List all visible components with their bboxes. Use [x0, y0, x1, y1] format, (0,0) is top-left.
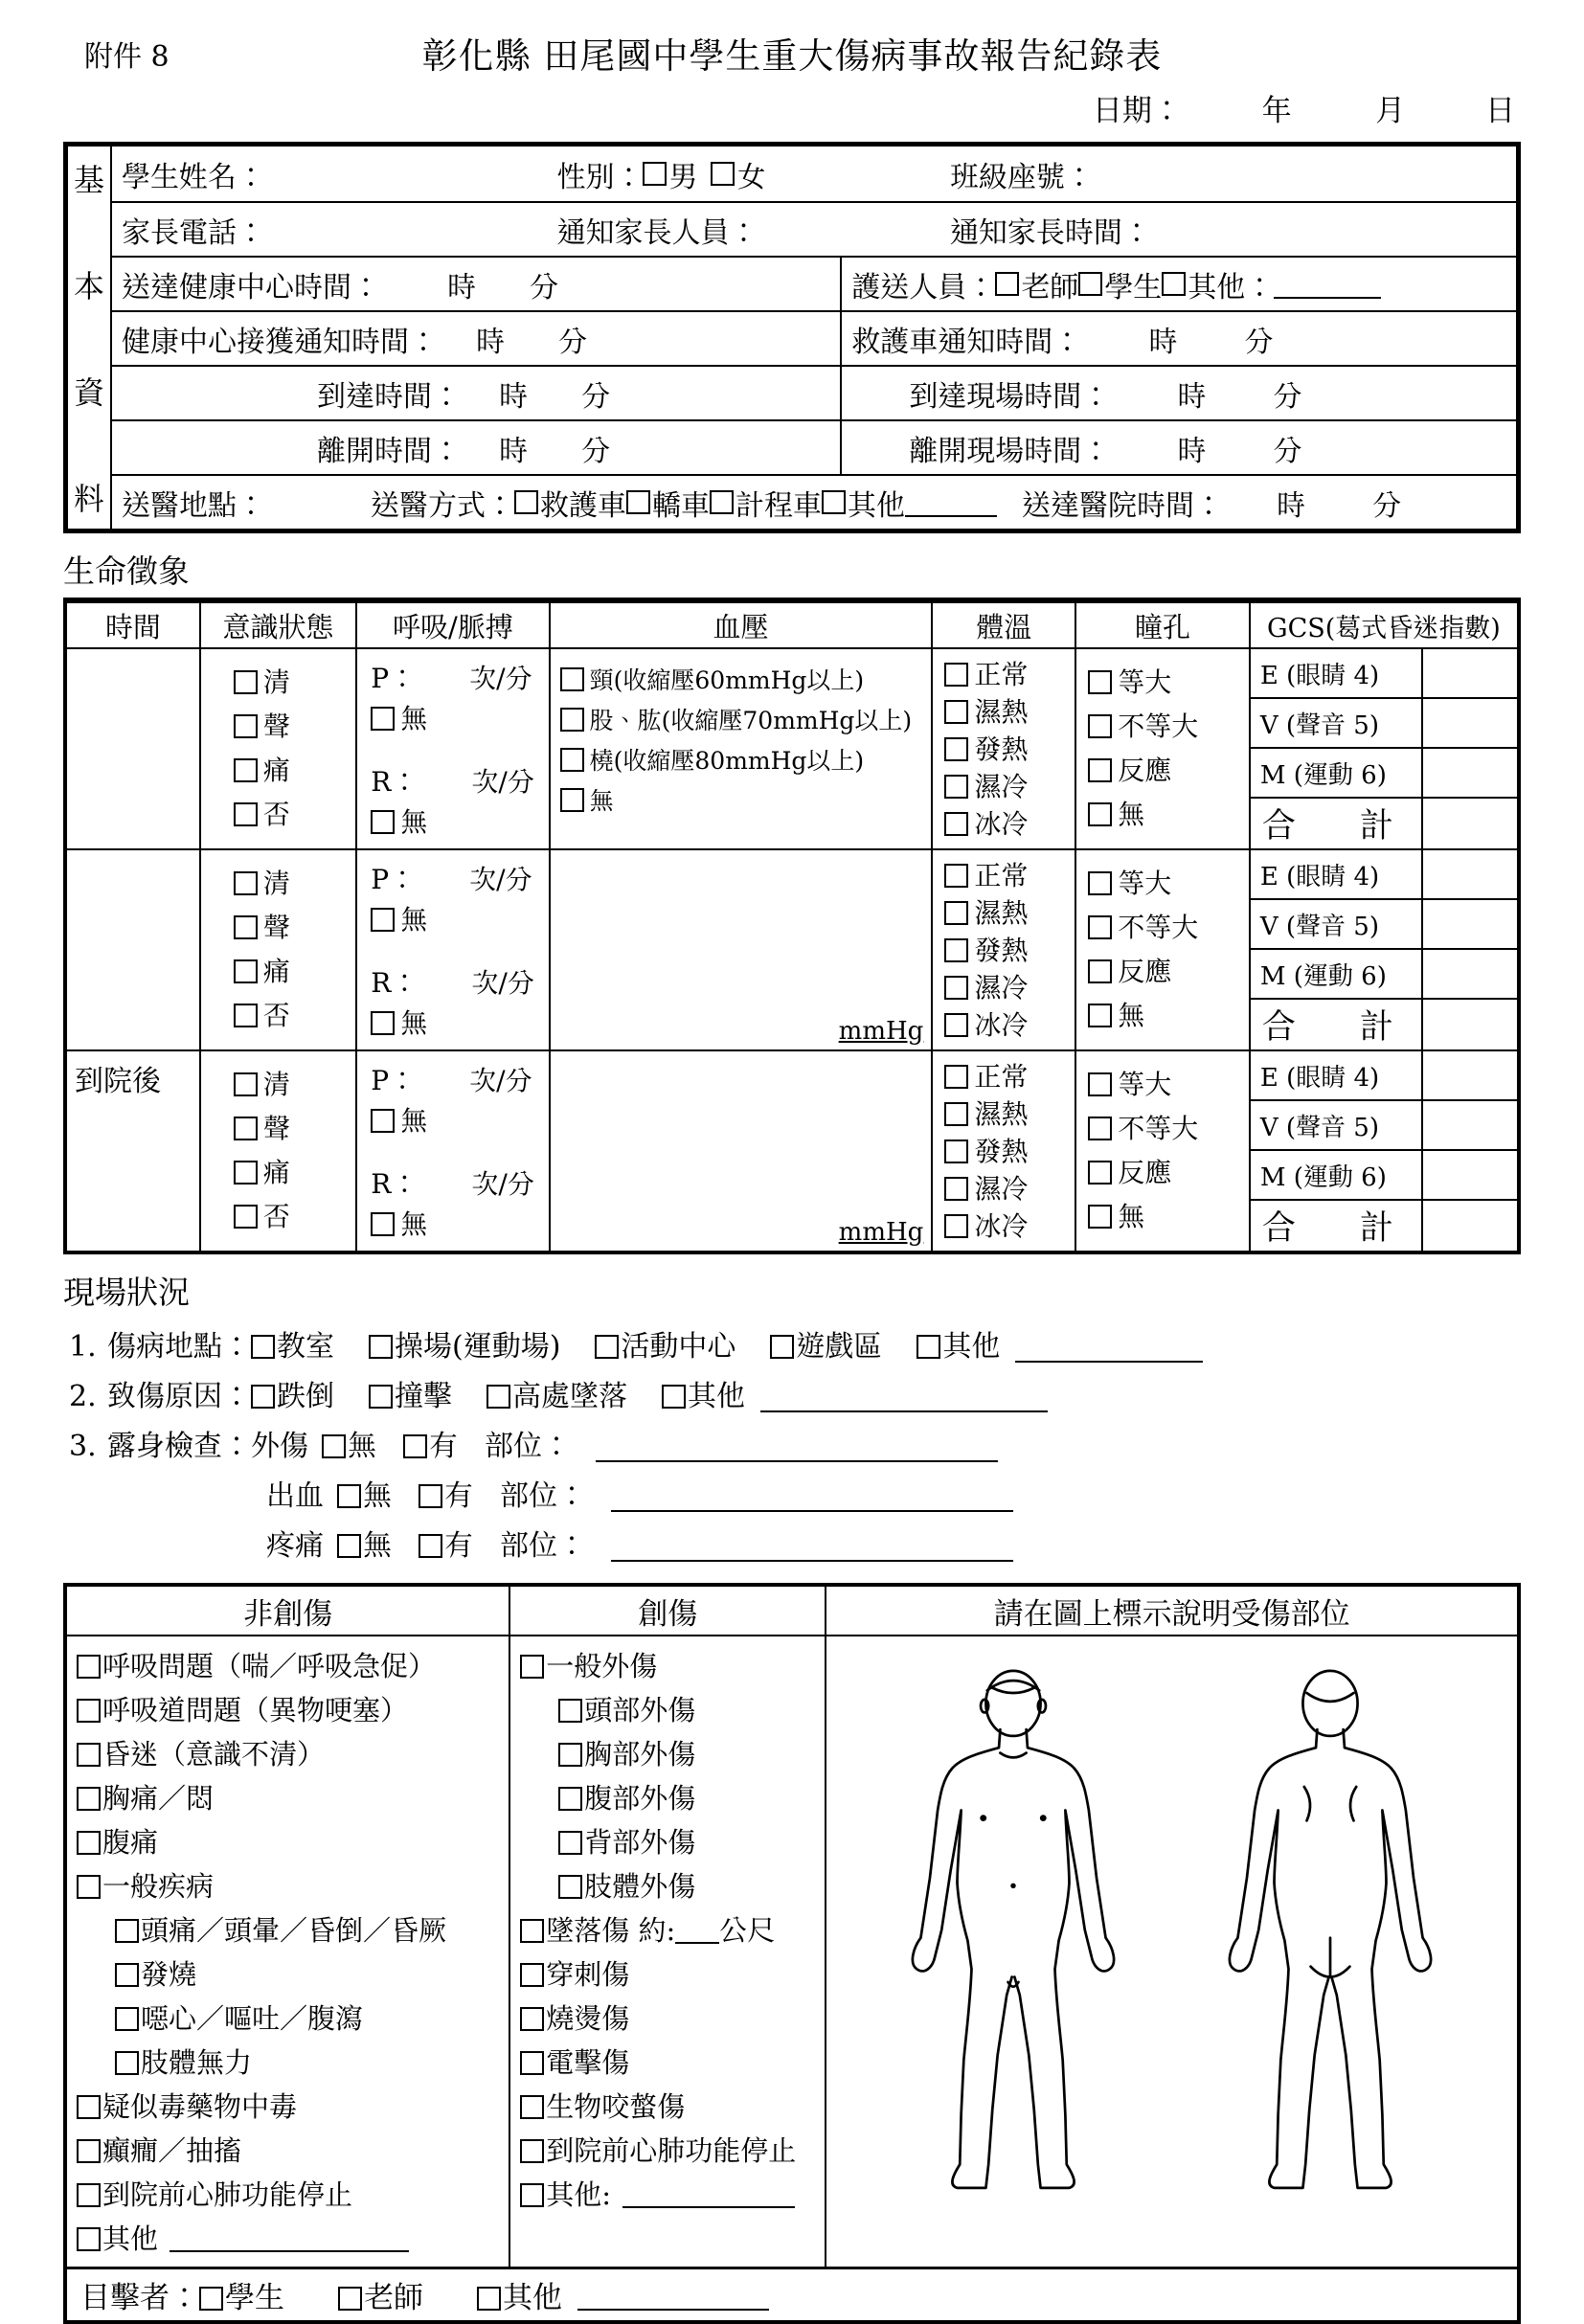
gcs-eye-label: E (眼睛 4) — [1251, 850, 1421, 900]
ambulance-notified-field[interactable]: 救護車通知時間： 時 分 — [851, 325, 1274, 359]
vitals-row-3 — [67, 1049, 1517, 1251]
gcs-eye-value[interactable] — [1423, 649, 1517, 699]
nt-coma-checkbox[interactable] — [77, 1743, 101, 1767]
vitals-header-row — [67, 603, 1517, 647]
basic-info-table — [63, 142, 1521, 533]
gcs-verbal-label: V (聲音 5) — [1251, 699, 1421, 749]
cause-other-checkbox[interactable] — [662, 1385, 686, 1409]
consc-none-checkbox[interactable] — [234, 1205, 258, 1229]
loc-activity-center-checkbox[interactable] — [595, 1335, 619, 1359]
bp-cell[interactable] — [549, 1049, 932, 1251]
scene-cause-line: 2. 致傷原因： 跌倒 撞擊 高處墜落 其他 — [63, 1372, 1521, 1422]
gender-female-checkbox[interactable] — [711, 162, 735, 186]
diagram-header: 請在圖上標示說明受傷部位 — [826, 1587, 1517, 1636]
consc-clear-checkbox[interactable] — [234, 1072, 258, 1096]
consc-pain-checkbox[interactable] — [234, 959, 258, 983]
scene-exam-line-pain: 疼痛 無 有 部位： — [63, 1522, 1521, 1571]
resp-none-checkbox[interactable] — [371, 810, 395, 834]
cause-other-blank[interactable] — [760, 1382, 1048, 1412]
nt-fever-checkbox[interactable] — [115, 1963, 139, 1987]
nt-seizure-checkbox[interactable] — [77, 2139, 101, 2163]
pupil-cell: 等大 不等大 反應 無 — [1075, 848, 1249, 1049]
pupil-none-checkbox[interactable] — [1088, 802, 1112, 826]
pain-no-checkbox[interactable] — [337, 1534, 361, 1558]
escort-student-checkbox[interactable] — [1078, 272, 1102, 296]
scene-section — [63, 1322, 1521, 1571]
non-trauma-header: 非創傷 — [67, 1587, 509, 1636]
row-transport — [112, 474, 1516, 529]
side-char: 基 — [73, 162, 104, 198]
nt-other-blank[interactable] — [170, 2223, 409, 2252]
cause-fall-height-checkbox[interactable] — [487, 1385, 510, 1409]
pulse-none-checkbox[interactable] — [371, 1109, 395, 1133]
pupil-unequal-checkbox[interactable] — [1088, 714, 1112, 738]
pupil-react-checkbox[interactable] — [1088, 758, 1112, 782]
col-time: 時間 — [104, 610, 161, 643]
escort-teacher-checkbox[interactable] — [995, 272, 1019, 296]
t-general-checkbox[interactable] — [520, 1655, 544, 1679]
method-car-checkbox[interactable] — [626, 490, 650, 514]
t-fall-checkbox[interactable] — [520, 1919, 544, 1943]
row-health-center-arrival — [112, 256, 1516, 310]
wound-no-checkbox[interactable] — [322, 1434, 346, 1458]
consc-voice-checkbox[interactable] — [234, 714, 258, 738]
body-diagram[interactable] — [826, 1636, 1517, 2267]
bleeding-yes-checkbox[interactable] — [419, 1484, 442, 1508]
consc-clear-checkbox[interactable] — [234, 871, 258, 895]
consc-pain-checkbox[interactable] — [234, 758, 258, 782]
bp-none-checkbox[interactable] — [560, 788, 584, 812]
gcs-eye-label: E (眼睛 4) — [1251, 1051, 1421, 1101]
gcs-verbal-value[interactable] — [1423, 699, 1517, 749]
temp-moist-hot-checkbox[interactable] — [944, 1102, 968, 1126]
non-trauma-column: 非創傷 呼吸問題（喘／呼吸急促） 呼吸道問題（異物哽塞） 昏迷（意識不清） 胸痛／悶 腹痛 一般疾病 頭痛／頭暈／昏倒／昏厥 發燒 噁心／嘔吐／腹瀉 肢體無力 疑似毒藥物中毒 癲癇／抽搐 到院前心肺功能停止 其他 — [67, 1587, 510, 2267]
resp-none-checkbox[interactable] — [371, 1212, 395, 1236]
t-chest-checkbox[interactable] — [558, 1743, 582, 1767]
temp-normal-checkbox[interactable] — [944, 1065, 968, 1089]
scene-arrival-field[interactable]: 到達現場時間： 時 分 — [909, 379, 1302, 414]
nt-chest-pain-checkbox[interactable] — [77, 1787, 101, 1811]
col-gcs: GCS(葛式昏迷指數) — [1249, 603, 1517, 647]
scene-section-title: 現場狀況 — [63, 1274, 190, 1311]
temp-moist-hot-checkbox[interactable] — [944, 901, 968, 925]
pain-yes-checkbox[interactable] — [419, 1534, 442, 1558]
gcs-total-value[interactable] — [1423, 1000, 1517, 1049]
t-cardiac-arrest-checkbox[interactable] — [520, 2139, 544, 2163]
escort-other-blank[interactable] — [1274, 269, 1381, 300]
temp-fever-checkbox[interactable] — [944, 1139, 968, 1163]
bp-cell[interactable] — [549, 848, 932, 1049]
gcs-verbal-value[interactable] — [1423, 900, 1517, 950]
consciousness-cell: 清 聲 痛 否 — [199, 848, 356, 1049]
temp-icy-checkbox[interactable] — [944, 812, 968, 836]
col-temp: 體溫 — [931, 603, 1075, 647]
consc-none-checkbox[interactable] — [234, 802, 258, 826]
consciousness-cell: 清 聲 痛 否 — [199, 647, 356, 848]
nt-weakness-checkbox[interactable] — [115, 2051, 139, 2075]
gcs-motor-value[interactable] — [1423, 950, 1517, 1000]
col-consciousness: 意識狀態 — [199, 603, 356, 647]
bp-cell: 頸(收縮壓60mmHg以上) 股、肱(收縮壓70mmHg以上) 橈(收縮壓80mmHg以上) 無 — [549, 647, 932, 848]
escort-field: 護送人員： 老師 學生 其他： — [842, 258, 1516, 310]
nt-nausea-checkbox[interactable] — [115, 2007, 139, 2031]
temp-moist-cold-checkbox[interactable] — [944, 775, 968, 799]
temp-cell: 正常 濕熱 發熱 濕冷 冰冷 — [931, 848, 1075, 1049]
injury-table — [63, 1583, 1521, 2324]
vitals-section-title: 生命徵象 — [63, 553, 190, 590]
row-student — [112, 147, 1516, 201]
trauma-column: 創傷 一般外傷 頭部外傷 胸部外傷 腹部外傷 背部外傷 肢體外傷 墜落傷 約: 公尺 穿刺傷 燒燙傷 電擊傷 生物咬螫傷 到院前心肺功能停止 其他: — [510, 1587, 826, 2267]
gcs-total-label: 合 計 — [1261, 1008, 1409, 1047]
gcs-value-cell — [1421, 1049, 1517, 1251]
method-other-checkbox[interactable] — [822, 490, 846, 514]
gcs-motor-label: M (運動 6) — [1251, 1151, 1421, 1201]
t-back-checkbox[interactable] — [558, 1831, 582, 1855]
gcs-label-cell — [1249, 1049, 1421, 1251]
pupil-none-checkbox[interactable] — [1088, 1004, 1112, 1027]
pupil-react-checkbox[interactable] — [1088, 1161, 1112, 1185]
vitals-table — [63, 598, 1521, 1254]
notify-time-field[interactable]: 通知家長時間： — [949, 215, 1151, 250]
loc-play-area-checkbox[interactable] — [770, 1335, 794, 1359]
health-center-arrival-field[interactable]: 送達健康中心時間： 時 分 — [112, 258, 842, 310]
side-char: 本 — [73, 268, 104, 305]
t-other-checkbox[interactable] — [520, 2183, 544, 2207]
attachment-label: 附件 8 — [84, 40, 170, 74]
t-abdomen-checkbox[interactable] — [558, 1787, 582, 1811]
student-name-field[interactable]: 學生姓名： — [122, 160, 265, 194]
row-arrival-times — [112, 365, 1516, 419]
cause-fall-checkbox[interactable] — [251, 1385, 275, 1409]
bp-unit-label: mmHg — [838, 1017, 924, 1046]
body-diagram-column — [826, 1587, 1517, 2267]
witness-student-checkbox[interactable] — [199, 2287, 223, 2311]
notifier-field[interactable]: 通知家長人員： — [556, 215, 758, 250]
bp-radial-checkbox[interactable] — [560, 748, 584, 772]
gcs-label-cell — [1249, 848, 1421, 1049]
gcs-label-cell — [1249, 647, 1421, 848]
row-notify-times — [112, 310, 1516, 365]
scene-location-line: 1. 傷病地點： 教室 操場(運動場) 活動中心 遊戲區 其他 — [63, 1322, 1521, 1372]
gcs-total-value[interactable] — [1423, 799, 1517, 848]
transport-field: 送醫地點： 送醫方式： 救護車 轎車 計程車 其他 送達醫院時間： 時 分 — [122, 488, 1401, 523]
bp-femoral-checkbox[interactable] — [560, 708, 584, 732]
date-year-label: 年 — [1261, 94, 1292, 128]
basic-info-side-label — [68, 147, 112, 529]
pupil-react-checkbox[interactable] — [1088, 959, 1112, 983]
consc-pain-checkbox[interactable] — [234, 1161, 258, 1185]
t-burn-checkbox[interactable] — [520, 2007, 544, 2031]
pupil-cell: 等大 不等大 反應 無 — [1075, 1049, 1249, 1251]
bleeding-no-checkbox[interactable] — [337, 1484, 361, 1508]
body-back-figure[interactable] — [1200, 1661, 1460, 2209]
pupil-unequal-checkbox[interactable] — [1088, 915, 1112, 939]
temp-cell: 正常 濕熱 發熱 濕冷 冰冷 — [931, 647, 1075, 848]
temp-icy-checkbox[interactable] — [944, 1013, 968, 1037]
row-parent — [112, 201, 1516, 256]
pulse-none-checkbox[interactable] — [371, 707, 395, 731]
cause-impact-checkbox[interactable] — [369, 1385, 393, 1409]
pupil-equal-checkbox[interactable] — [1088, 871, 1112, 895]
pulse-resp-cell: P： 次/分 無 R： 次/分 無 — [355, 1049, 548, 1251]
gcs-total-value[interactable] — [1423, 1201, 1517, 1251]
loc-classroom-checkbox[interactable] — [251, 1335, 275, 1359]
time-cell-after-hospital[interactable] — [67, 1049, 199, 1251]
temp-fever-checkbox[interactable] — [944, 938, 968, 962]
form-title: 彰化縣 田尾國中學生重大傷病事故報告紀錄表 — [421, 35, 1163, 77]
gcs-verbal-value[interactable] — [1423, 1101, 1517, 1151]
pupil-none-checkbox[interactable] — [1088, 1205, 1112, 1229]
consc-voice-checkbox[interactable] — [234, 915, 258, 939]
t-bite-checkbox[interactable] — [520, 2095, 544, 2119]
date-month-label: 月 — [1375, 94, 1406, 128]
gcs-motor-label: M (運動 6) — [1251, 950, 1421, 1000]
bp-neck-checkbox[interactable] — [560, 667, 584, 691]
witness-row: 目擊者： 學生 老師 其他 — [67, 2267, 1517, 2320]
temp-normal-checkbox[interactable] — [944, 864, 968, 888]
temp-icy-checkbox[interactable] — [944, 1214, 968, 1238]
parent-phone-field[interactable]: 家長電話： — [122, 215, 265, 250]
nt-abdominal-pain-checkbox[interactable] — [77, 1831, 101, 1855]
col-resp: 呼吸/脈搏 — [355, 603, 548, 647]
consciousness-cell: 清 聲 痛 否 — [199, 1049, 356, 1251]
gcs-eye-label: E (眼睛 4) — [1251, 649, 1421, 699]
col-bp: 血壓 — [549, 603, 932, 647]
consc-none-checkbox[interactable] — [234, 1004, 258, 1027]
gcs-eye-value[interactable] — [1423, 850, 1517, 900]
class-seat-field[interactable]: 班級座號： — [949, 160, 1094, 194]
time-cell[interactable] — [67, 647, 199, 848]
t-fall-height-blank[interactable] — [675, 1915, 719, 1944]
gcs-verbal-label: V (聲音 5) — [1251, 1101, 1421, 1151]
gender-male-checkbox[interactable] — [643, 162, 667, 186]
page-header — [0, 0, 1584, 142]
gcs-total-label: 合 計 — [1261, 807, 1409, 846]
after-hospital-label: 到院後 — [75, 1065, 161, 1098]
wound-yes-checkbox[interactable] — [403, 1434, 427, 1458]
gcs-eye-value[interactable] — [1423, 1051, 1517, 1101]
side-char: 料 — [73, 481, 104, 517]
temp-moist-hot-checkbox[interactable] — [944, 700, 968, 724]
pupil-unequal-checkbox[interactable] — [1088, 1117, 1112, 1140]
wound-part-blank[interactable] — [596, 1432, 998, 1462]
escort-other-checkbox[interactable] — [1162, 272, 1186, 296]
nt-general-illness-checkbox[interactable] — [77, 1875, 101, 1899]
t-head-checkbox[interactable] — [558, 1699, 582, 1723]
nt-headache-checkbox[interactable] — [115, 1919, 139, 1943]
witness-other-blank[interactable] — [577, 2279, 769, 2311]
gcs-motor-value[interactable] — [1423, 749, 1517, 799]
pulse-none-checkbox[interactable] — [371, 908, 395, 932]
health-center-notified-field[interactable]: 健康中心接獲通知時間： 時 分 — [112, 312, 842, 365]
vitals-row-2 — [67, 848, 1517, 1049]
consc-clear-checkbox[interactable] — [234, 670, 258, 694]
scene-exam-line-bleeding: 出血 無 有 部位： — [63, 1472, 1521, 1522]
witness-other-checkbox[interactable] — [477, 2287, 501, 2311]
temp-moist-cold-checkbox[interactable] — [944, 1177, 968, 1201]
gcs-motor-label: M (運動 6) — [1251, 749, 1421, 799]
method-other-blank[interactable] — [905, 487, 997, 518]
method-taxi-checkbox[interactable] — [710, 490, 734, 514]
nt-breathing-checkbox[interactable] — [77, 1655, 101, 1679]
nt-poisoning-checkbox[interactable] — [77, 2095, 101, 2119]
side-char: 資 — [73, 374, 104, 411]
temp-moist-cold-checkbox[interactable] — [944, 976, 968, 1000]
nt-airway-checkbox[interactable] — [77, 1699, 101, 1723]
arrival-time-field[interactable]: 到達時間： 時 分 — [112, 367, 842, 419]
pulse-resp-cell: P： 次/分 無 R： 次/分 無 — [355, 848, 548, 1049]
body-front-figure[interactable] — [883, 1661, 1143, 2209]
pupil-equal-checkbox[interactable] — [1088, 670, 1112, 694]
gcs-verbal-label: V (聲音 5) — [1251, 900, 1421, 950]
temp-cell: 正常 濕熱 發熱 濕冷 冰冷 — [931, 1049, 1075, 1251]
vitals-row-1 — [67, 647, 1517, 848]
temp-normal-checkbox[interactable] — [944, 663, 968, 687]
t-electric-checkbox[interactable] — [520, 2051, 544, 2075]
scene-leave-field[interactable]: 離開現場時間： 時 分 — [909, 434, 1302, 468]
pain-part-blank[interactable] — [611, 1531, 1013, 1562]
leave-time-field[interactable]: 離開時間： 時 分 — [112, 421, 842, 474]
temp-fever-checkbox[interactable] — [944, 737, 968, 761]
gcs-value-cell — [1421, 647, 1517, 848]
date-line — [1093, 86, 1515, 129]
gcs-value-cell — [1421, 848, 1517, 1049]
method-ambulance-checkbox[interactable] — [514, 490, 538, 514]
t-limb-checkbox[interactable] — [558, 1875, 582, 1899]
witness-teacher-checkbox[interactable] — [338, 2287, 362, 2311]
consc-voice-checkbox[interactable] — [234, 1117, 258, 1140]
gender-field: 性別： 男 女 — [556, 160, 766, 194]
date-label: 日期： — [1092, 94, 1182, 128]
pupil-equal-checkbox[interactable] — [1088, 1072, 1112, 1096]
loc-playground-checkbox[interactable] — [369, 1335, 393, 1359]
pupil-cell: 等大 不等大 反應 無 — [1075, 647, 1249, 848]
loc-other-blank[interactable] — [1015, 1332, 1203, 1363]
pulse-resp-cell: P： 次/分 無 R： 次/分 無 — [355, 647, 548, 848]
trauma-header: 創傷 — [510, 1587, 825, 1636]
gcs-total-label: 合 計 — [1261, 1209, 1409, 1248]
resp-none-checkbox[interactable] — [371, 1011, 395, 1035]
col-pupil: 瞳孔 — [1075, 603, 1249, 647]
nt-cardiac-arrest-checkbox[interactable] — [77, 2183, 101, 2207]
date-day-label: 日 — [1485, 94, 1515, 128]
time-cell[interactable] — [67, 848, 199, 1049]
bp-unit-label: mmHg — [838, 1218, 924, 1247]
t-puncture-checkbox[interactable] — [520, 1963, 544, 1987]
loc-other-checkbox[interactable] — [916, 1335, 940, 1359]
gcs-motor-value[interactable] — [1423, 1151, 1517, 1201]
scene-exam-line-wound: 3. 露身檢查： 外傷 無 有 部位： — [63, 1422, 1521, 1472]
bleeding-part-blank[interactable] — [611, 1481, 1013, 1512]
t-other-blank[interactable] — [622, 2179, 795, 2208]
row-leave-times — [112, 419, 1516, 474]
